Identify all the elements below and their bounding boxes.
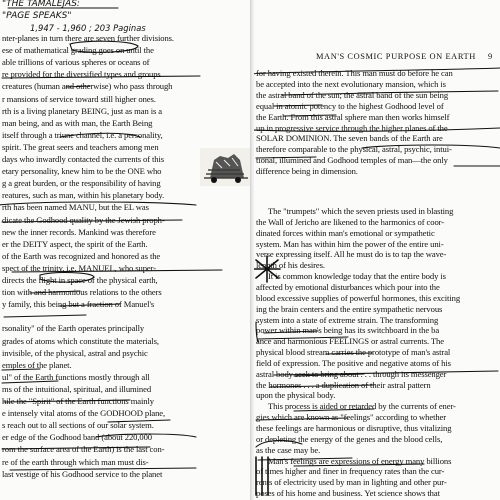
right-body-text-line: rents of electricity used by man in lighting and other pur- (256, 477, 447, 488)
left-text-line: e intensely vital atoms of the GODHOOD plane, (2, 408, 166, 419)
right-body-text-line: system. Man has within him the power of the entire uni- (256, 238, 444, 249)
handwritten-title: "THE TAMALEJAS: (2, 0, 80, 9)
right-body-text-line: ing the brain centers and the entire sympathetic nervous (256, 303, 443, 314)
right-body-text-line: astral body seek to bring about . . . through its messenger (256, 368, 447, 379)
left-text-line: ese of mathematical grading goes on until the (2, 45, 154, 56)
right-body-text-line: verse expressing itself. All he must do is to tap the wave- (256, 249, 447, 260)
right-body-text-line: system into a state of extreme strain. The transforming (256, 314, 439, 325)
left-text-line: s reach out to all sections of our solar system. (2, 420, 154, 431)
handwritten-note: 1,947 - 1,960 ; 203 Paginas (30, 23, 146, 33)
left-text-line: er edge of the Godhood band (about 220,000 (2, 432, 152, 443)
left-text-line: creatures (human and otherwise) who pass through (2, 81, 173, 92)
right-body-text-line: the Wall of Jericho are likened to the harmonics of coor- (256, 216, 444, 227)
left-text-line: rsonality" of the Earth operates principally (2, 323, 145, 334)
left-text-line: re of the earth through which man must dis- (2, 456, 149, 467)
right-body-text-line: these feelings are harmonious or disruptive, thus vitalizing (256, 423, 452, 433)
right-top-text-line: equal in atomic potency to the highest Godhood level of (256, 100, 444, 111)
left-text-line: er the DEITY aspect, the spirit of the Earth. (2, 238, 148, 249)
running-head: MAN'S COSMIC PURPOSE ON EARTH (316, 52, 476, 61)
handwritten-subtitle: "PAGE SPEAKS" (2, 11, 72, 21)
right-body-text-line: The "trumpets" which the seven priests used in blasting (268, 206, 454, 216)
left-text-line: spect of the trinity, i.e. MANUEL, who super- (2, 262, 156, 273)
right-body-text-line: physical blood stream carries the prototype of man's astral (256, 347, 451, 358)
right-top-text-line: the astral band of the sun; the astral band of the sun being (256, 89, 449, 100)
left-text-line: itself through a triune channel, i.e. a personality, (2, 129, 163, 140)
right-body-text-line: as the case may be. (256, 444, 321, 455)
left-text-line: ms of the intuitional, spiritual, and illumined (2, 383, 152, 394)
right-top-text-line: the Earth. From this astral sphere man then works himself (256, 111, 450, 122)
right-body-text-line: or depleting the energy of the genes and the blood cells, (256, 433, 443, 444)
left-text-line: rom the surface area of the Earth) is the last con- (2, 444, 165, 455)
right-top-text-line: up in progressive service through the higher planes of the (256, 122, 448, 133)
right-body-text-line: upon the physical body. (256, 390, 336, 401)
left-text-line: emples of the planet. (2, 359, 72, 370)
right-body-text-line: It is common knowledge today that the entire body is (268, 271, 446, 282)
right-page (254, 0, 500, 500)
left-text-line: able trillions of various spheres or oceans of (2, 57, 150, 68)
left-text-line: last vestige of his Godhood service to the planet (2, 468, 163, 479)
left-text-line: man being, and as with man, the Earth Being (2, 117, 153, 128)
right-top-text-line: SOLAR DOMINION. The seven bands of the Earth are (256, 133, 443, 144)
right-top-text-line: therefore comparable to the physical, astral, psychic, intui- (256, 144, 452, 155)
right-body-text-line: Man's feelings are expressions of energy many billions (268, 455, 452, 466)
right-top-text-line: tional, illumined and Godhood temples of man—the only (256, 155, 448, 166)
right-body-text-line: gies which are known as "feelings" according to whether (256, 412, 447, 423)
right-body-text-line: ance and harmonious FEELINGS or astral currents. The (256, 336, 444, 347)
left-text-line: rth is a living planetary BEING, just as man is a (2, 105, 163, 116)
left-text-line: invisible, of the physical, astral and psychic (2, 347, 148, 358)
left-text-line: of the Earth was recognized and honored as the (2, 250, 161, 261)
right-body-text-line: blood excessive supplies of powerful hormones, this exciting (256, 292, 461, 303)
left-text-line: re provided for the diversified types and groups (2, 69, 161, 80)
left-text-line: ul" of the Earth functions mostly through all (2, 371, 150, 382)
left-text-line: directs the flight in space of the physical earth, (2, 275, 158, 285)
left-text-line: spirit. The great seers and teachers among men (2, 141, 159, 152)
right-top-text-line: difference being in dimension. (256, 166, 358, 177)
left-text-line: nter-planes in turn there are seven further divisions. (2, 33, 174, 43)
right-top-text-line: for having existed therein. This man must do before he can (256, 68, 453, 78)
right-body-text-line: dinated forces within man's emotional or sympathetic (256, 227, 435, 238)
right-body-text-line: poses of his home and business. Yet science shows that (256, 488, 440, 499)
left-text-line: g a great burden, or the responsibility of having (2, 178, 161, 189)
right-body-text-line: field of expression. The positive and negative atoms of his (256, 357, 451, 368)
left-text-line: etary personality, knew him to be the ONE who (2, 166, 162, 177)
left-text-line: new the inner records. Mankind was therefore (2, 226, 156, 237)
page-number: 9 (488, 52, 493, 61)
left-text-line: tion with and harmonious relations to the others (2, 287, 162, 298)
right-body-text-line: of times higher and finer in frequency rates than the cur- (256, 466, 445, 477)
left-text-line: y family, this being but a fraction of Manuel's (2, 299, 155, 310)
left-text-line: rth has been named MANU, but the EL was (2, 202, 149, 213)
left-text-line: r mansions of service toward still higher ones. (2, 93, 156, 104)
left-text-line: reatures, such as man, within his planetary body. (2, 190, 165, 201)
right-body-text-line: length of his desires. (256, 260, 325, 271)
left-text-line: grades of atoms which constitute the materials, (2, 335, 159, 346)
left-text-line: dicate the Godhood quality by the Jewish proph- (2, 214, 165, 225)
right-body-text-line: This process is aided or retarded by the currents of ener- (268, 401, 456, 412)
engraving-illustration (200, 148, 252, 186)
right-body-text-line: the hormones . . . a duplication of their astral pattern (256, 379, 431, 390)
right-top-text-line: be accepted into the next evolutionary mansion, which is (256, 78, 446, 89)
right-body-text-line: affected by emotional disturbances which pour into the (256, 281, 440, 292)
left-text-line: days who inwardly contacted the currents of this (2, 154, 165, 164)
left-text-line: hile the "Spirit" of the Earth functions mainly (2, 396, 154, 406)
right-body-text-line: power within man's being has its switchboard in the ba (256, 325, 440, 336)
